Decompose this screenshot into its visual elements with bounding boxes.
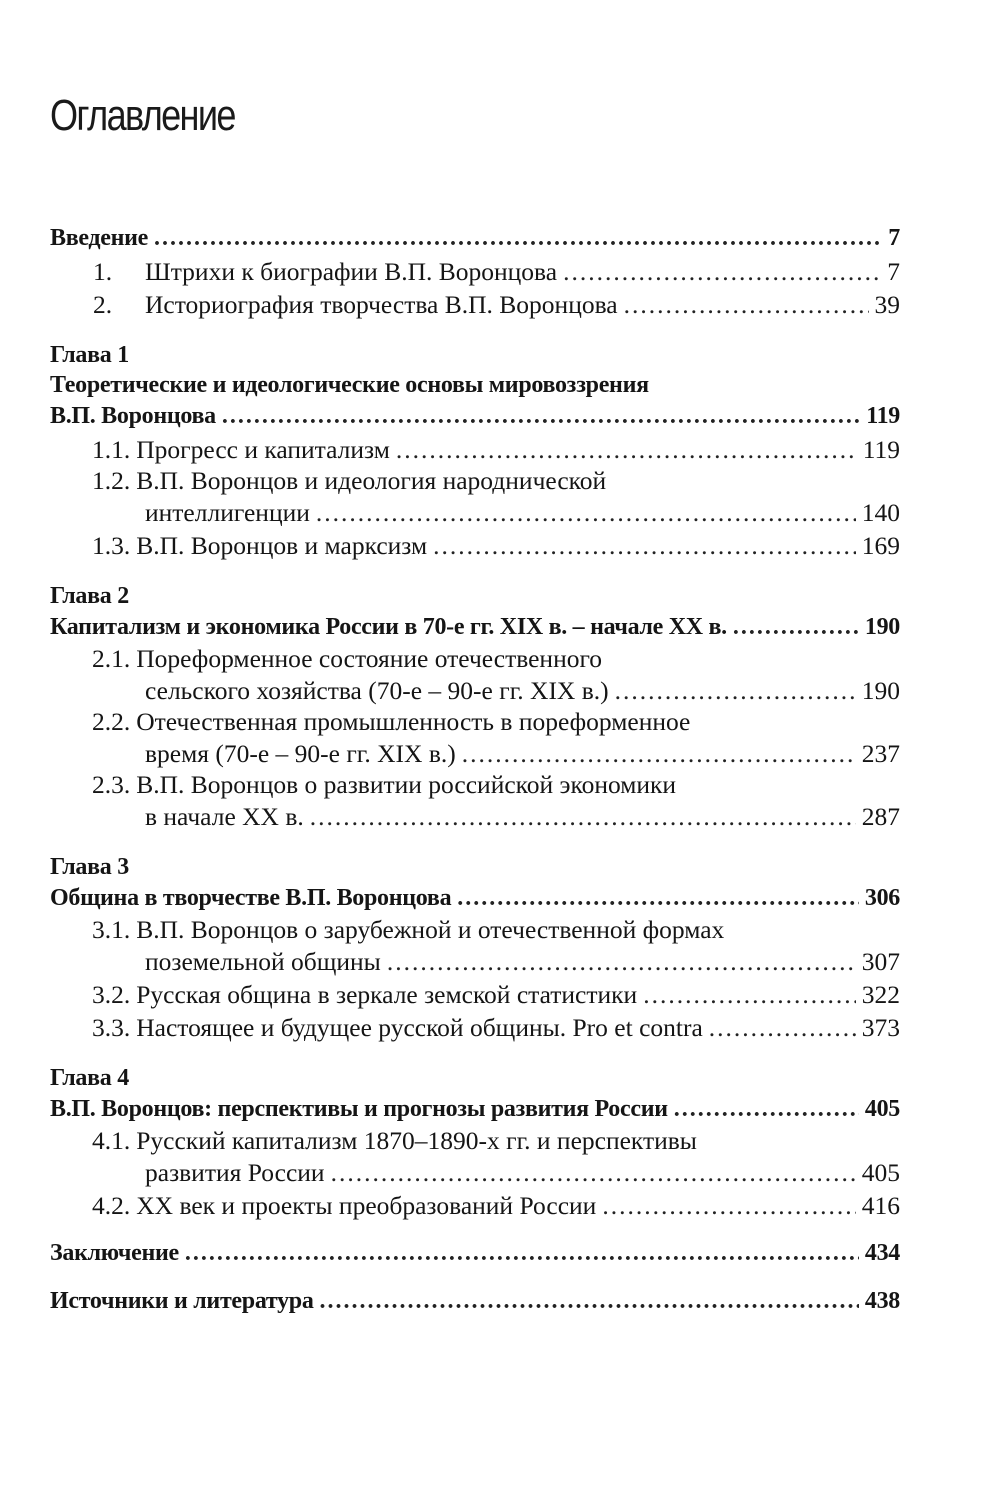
entry-title: В.П. Воронцов: перспективы и прогнозы развития России [50, 1096, 668, 1122]
toc-entry-chapter-4[interactable] [50, 1093, 900, 1126]
entry-number: 4.2. [92, 1191, 131, 1220]
entry-title: В.П. Воронцов и марксизм [136, 531, 428, 560]
page-title: Оглавление [50, 91, 235, 140]
entry-number: 2. [93, 290, 113, 319]
table-of-contents [50, 222, 900, 1337]
entry-title: Прогресс и капитализм [136, 435, 390, 464]
entry-number: 3.2. [92, 980, 131, 1009]
entry-title: Русский капитализм 1870–1890-х гг. и перспективы [136, 1126, 697, 1155]
toc-entry-intro-2[interactable] [50, 288, 900, 321]
toc-entry-2-1-line1[interactable] [50, 644, 900, 674]
page-number: 169 [861, 531, 900, 560]
toc-section-chapter-1 [50, 340, 900, 562]
entry-title-continued: развития России [145, 1158, 325, 1187]
page-number: 119 [862, 435, 900, 464]
leader-dots [457, 882, 859, 915]
entry-title: Отечественная промышленность в пореформенное [136, 707, 691, 736]
toc-entry-sources[interactable] [50, 1285, 900, 1318]
leader-dots [222, 400, 860, 433]
entry-title-continued: время (70-е – 90-е гг. XIX в.) [145, 739, 456, 768]
leader-dots [310, 800, 856, 833]
toc-entry-4-1-line1[interactable] [50, 1126, 900, 1156]
entry-title-continued: интеллигенции [145, 498, 310, 527]
entry-number: 3.3. [92, 1013, 131, 1042]
toc-entry-2-1[interactable] [50, 674, 900, 707]
toc-section-chapter-4 [50, 1063, 900, 1222]
entry-number: 1.3. [92, 531, 131, 560]
leader-dots [387, 945, 856, 978]
entry-number: 2.2. [92, 707, 131, 736]
entry-number: 2.3. [92, 770, 131, 799]
page-number: 140 [861, 498, 900, 527]
chapter-label: Глава 3 [50, 854, 129, 880]
page-number: 373 [861, 1013, 900, 1042]
entry-number: 1. [93, 257, 113, 286]
toc-entry-3-1-line1[interactable] [50, 915, 900, 945]
entry-title-continued: сельского хозяйства (70-е – 90-е гг. XIX в.) [145, 676, 609, 705]
entry-title: Введение [50, 225, 149, 251]
toc-section-chapter-2 [50, 581, 900, 833]
toc-section-conclusion [50, 1237, 900, 1270]
leader-dots [563, 255, 881, 288]
page-number: 7 [888, 225, 900, 251]
page-number: 405 [864, 1096, 900, 1122]
entry-title: Община в творчестве В.П. Воронцова [50, 885, 452, 911]
page-number: 190 [861, 676, 900, 705]
toc-section-sources [50, 1285, 900, 1318]
toc-entry-3-1[interactable] [50, 945, 900, 978]
entry-title-continued: в начале XX в. [145, 802, 304, 831]
entry-number: 4.1. [92, 1126, 131, 1155]
page-number: 7 [887, 257, 900, 286]
toc-entry-4-2[interactable] [50, 1189, 900, 1222]
entry-title: В.П. Воронцов о зарубежной и отечественной формах [136, 915, 725, 944]
toc-entry-conclusion[interactable] [50, 1237, 900, 1270]
leader-dots [396, 433, 857, 466]
leader-dots [316, 496, 856, 529]
toc-entry-2-2-line1[interactable] [50, 707, 900, 737]
leader-dots [615, 674, 856, 707]
toc-entry-1-2[interactable] [50, 496, 900, 529]
entry-number: 3.1. [92, 915, 131, 944]
entry-number: 2.1. [92, 644, 131, 673]
entry-title: Заключение [50, 1240, 179, 1266]
entry-title: Пореформенное состояние отечественного [136, 644, 603, 673]
toc-entry-chapter-2[interactable] [50, 611, 900, 644]
leader-dots [433, 529, 856, 562]
leader-dots [733, 611, 859, 644]
chapter-label: Глава 4 [50, 1065, 129, 1091]
toc-entry-2-3[interactable] [50, 800, 900, 833]
entry-title: В.П. Воронцов и идеология народнической [136, 466, 607, 495]
leader-dots [674, 1093, 859, 1126]
entry-title: Русская община в зеркале земской статистики [136, 980, 638, 1009]
page-number: 438 [864, 1288, 900, 1314]
entry-title-continued: поземельной общины [145, 947, 381, 976]
page-number: 307 [861, 947, 900, 976]
toc-entry-3-3[interactable] [50, 1011, 900, 1044]
leader-dots [320, 1285, 859, 1318]
toc-entry-chapter-3[interactable] [50, 882, 900, 915]
page-number: 237 [861, 739, 900, 768]
entry-title: В.П. Воронцов о развитии российской экономики [136, 770, 677, 799]
leader-dots [709, 1011, 856, 1044]
toc-entry-2-3-line1[interactable] [50, 770, 900, 800]
page-number: 306 [864, 885, 900, 911]
toc-entry-2-2[interactable] [50, 737, 900, 770]
toc-entry-3-2[interactable] [50, 978, 900, 1011]
page-number: 434 [864, 1240, 900, 1266]
leader-dots [602, 1189, 855, 1222]
chapter-title-line: Теоретические и идеологические основы мировоззрения [50, 372, 649, 398]
entry-title: XX век и проекты преобразований России [136, 1191, 597, 1220]
page-number: 119 [866, 403, 900, 429]
leader-dots [462, 737, 856, 770]
leader-dots [154, 222, 882, 255]
entry-title: Историография творчества В.П. Воронцова [145, 290, 618, 319]
entry-title: Настоящее и будущее русской общины. Pro et contra [136, 1013, 703, 1042]
toc-entry-1-2-line1[interactable] [50, 466, 900, 496]
page-number: 190 [864, 614, 900, 640]
page-number: 322 [861, 980, 900, 1009]
leader-dots [643, 978, 856, 1011]
toc-entry-intro-1[interactable] [50, 255, 900, 288]
entry-number: 1.2. [92, 466, 131, 495]
toc-entry-1-3[interactable] [50, 529, 900, 562]
leader-dots [185, 1237, 859, 1270]
chapter-label: Глава 2 [50, 583, 129, 609]
toc-section-intro [50, 222, 900, 321]
toc-entry-intro[interactable] [50, 222, 900, 255]
entry-title: Источники и литература [50, 1288, 314, 1314]
entry-number: 1.1. [92, 435, 131, 464]
page-number: 287 [861, 802, 900, 831]
entry-title: В.П. Воронцова [50, 403, 216, 429]
page-number: 39 [874, 290, 900, 319]
toc-entry-chapter-1[interactable] [50, 400, 900, 433]
page-number: 405 [861, 1158, 900, 1187]
leader-dots [331, 1156, 856, 1189]
toc-entry-1-1[interactable] [50, 433, 900, 466]
entry-title: Штрихи к биографии В.П. Воронцова [145, 257, 558, 286]
entry-title: Капитализм и экономика России в 70-е гг. XIX в. – начале XX в. [50, 614, 727, 640]
chapter-label: Глава 1 [50, 342, 129, 368]
toc-section-chapter-3 [50, 852, 900, 1044]
toc-entry-4-1[interactable] [50, 1156, 900, 1189]
page-number: 416 [861, 1191, 900, 1220]
leader-dots [624, 288, 869, 321]
